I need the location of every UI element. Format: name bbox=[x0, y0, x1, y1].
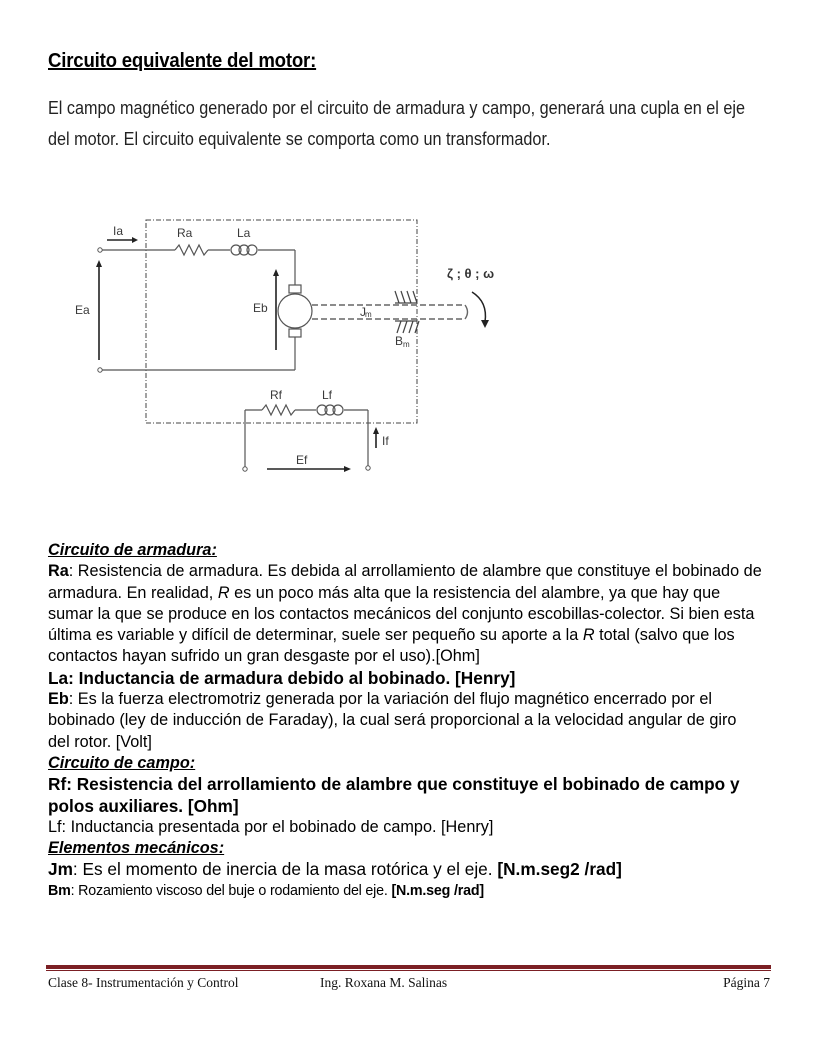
label-ef: Ef bbox=[296, 453, 308, 467]
definition-lf: Lf: Inductancia presentada por el bobinado de campo. [Henry] bbox=[48, 817, 494, 836]
definition-eb bbox=[48, 689, 762, 753]
definition-eb-text: : Es la fuerza electromotriz generada por la variación del flujo magnético encerrado por el bobinado (ley de inducción de Faraday), la cual será proporcional a la velocidad angular de giro del rotor. [Volt] bbox=[48, 690, 737, 751]
terminal-bottom-left bbox=[98, 368, 102, 372]
footer-rule-thin bbox=[46, 970, 771, 971]
term-bm: Bm bbox=[48, 882, 71, 899]
inductor-la bbox=[231, 245, 257, 255]
rotation-arrow-icon bbox=[472, 292, 485, 322]
motor-symbol bbox=[278, 294, 312, 328]
terminal-field-right bbox=[366, 466, 370, 470]
label-jm-sub: m bbox=[365, 310, 372, 319]
definition-ra-text-2: es un poco más alta que la resistencia del alambre, ya que hay que sumar la que se produce en los contactos mecánicos del conjunto escobillas-colector. Si bien esta última es variable y difícil de determinar, suele ser pequeño su aporte a la bbox=[48, 583, 755, 645]
term-ra: Ra bbox=[48, 562, 69, 581]
bearing-hatch-top bbox=[395, 291, 417, 303]
bearing-hatch-bottom bbox=[395, 321, 419, 333]
symbol-r: R bbox=[217, 583, 230, 602]
definition-la: La: Inductancia de armadura debido al bobinado. [Henry] bbox=[48, 667, 516, 688]
term-eb: Eb bbox=[48, 690, 69, 709]
label-la: La bbox=[237, 226, 251, 240]
ea-arrow-icon bbox=[96, 260, 102, 267]
definition-jm bbox=[48, 859, 762, 880]
label-bm-sub: m bbox=[403, 340, 410, 349]
label-ra: Ra bbox=[177, 226, 193, 240]
definition-bm-text: : Rozamiento viscoso del buje o rodamiento del eje. bbox=[70, 882, 392, 899]
terminal-top-left bbox=[98, 248, 102, 252]
label-lf: Lf bbox=[322, 388, 333, 402]
symbol-r-total: R bbox=[582, 626, 595, 645]
label-if: If bbox=[382, 434, 389, 448]
label-rf: Rf bbox=[270, 388, 282, 402]
term-jm: Jm bbox=[48, 859, 73, 880]
intro-paragraph: El campo magnético generado por el circuito de armadura y campo, generará una cupla en el eje del motor. El circuito equivalente se comporta como un transformador. bbox=[48, 98, 746, 149]
definition-ra bbox=[48, 561, 762, 667]
definition-ra-text-3: total (salvo que los contactos hayan sufrido un gran desgaste por el uso).[Ohm] bbox=[48, 626, 735, 666]
definition-bm bbox=[48, 881, 762, 902]
if-arrow-icon bbox=[373, 427, 379, 434]
definition-ra-text-1: : Resistencia de armadura. Es debida al arrollamiento de alambre que constituye el bobinado de armadura. En realidad, bbox=[48, 562, 762, 602]
label-eb: Eb bbox=[253, 301, 268, 315]
terminal-field-left bbox=[243, 467, 247, 471]
section-heading-campo: Circuito de campo: bbox=[48, 753, 196, 772]
label-ia: Ia bbox=[113, 224, 124, 238]
page-title: Circuito equivalente del motor: bbox=[48, 50, 317, 72]
footer-page-number: Página 7 bbox=[723, 975, 770, 990]
ef-arrow-icon bbox=[344, 466, 351, 472]
section-heading-mecanicos: Elementos mecánicos: bbox=[48, 839, 225, 858]
label-ea: Ea bbox=[75, 303, 90, 317]
label-bm: B bbox=[395, 334, 404, 348]
eb-arrow-icon bbox=[273, 269, 279, 276]
motor-equivalent-circuit-diagram bbox=[60, 210, 530, 480]
label-jm: J bbox=[360, 305, 366, 319]
footer-author: Ing. Roxana M. Salinas bbox=[320, 975, 448, 990]
definition-rf: Rf: Resistencia del arrollamiento de alambre que constituye el bobinado de campo y polos auxiliares. [Ohm] bbox=[48, 774, 740, 816]
resistor-rf bbox=[262, 405, 295, 415]
page-footer bbox=[48, 975, 770, 993]
footer-rule bbox=[46, 965, 771, 969]
label-torque-angle-speed: ζ ; θ ; ω bbox=[447, 266, 495, 281]
inductor-lf bbox=[317, 405, 343, 415]
unit-bm: [N.m.seg /rad] bbox=[391, 882, 484, 899]
definition-jm-text: : Es el momento de inercia de la masa rotórica y el eje. bbox=[72, 859, 498, 880]
section-heading-armadura: Circuito de armadura: bbox=[48, 541, 217, 559]
ia-arrow-icon bbox=[132, 237, 138, 243]
resistor-ra bbox=[175, 245, 208, 255]
definitions-body bbox=[48, 540, 762, 902]
unit-jm: [N.m.seg2 /rad] bbox=[497, 859, 622, 880]
footer-course: Clase 8- Instrumentación y Control bbox=[48, 975, 239, 990]
